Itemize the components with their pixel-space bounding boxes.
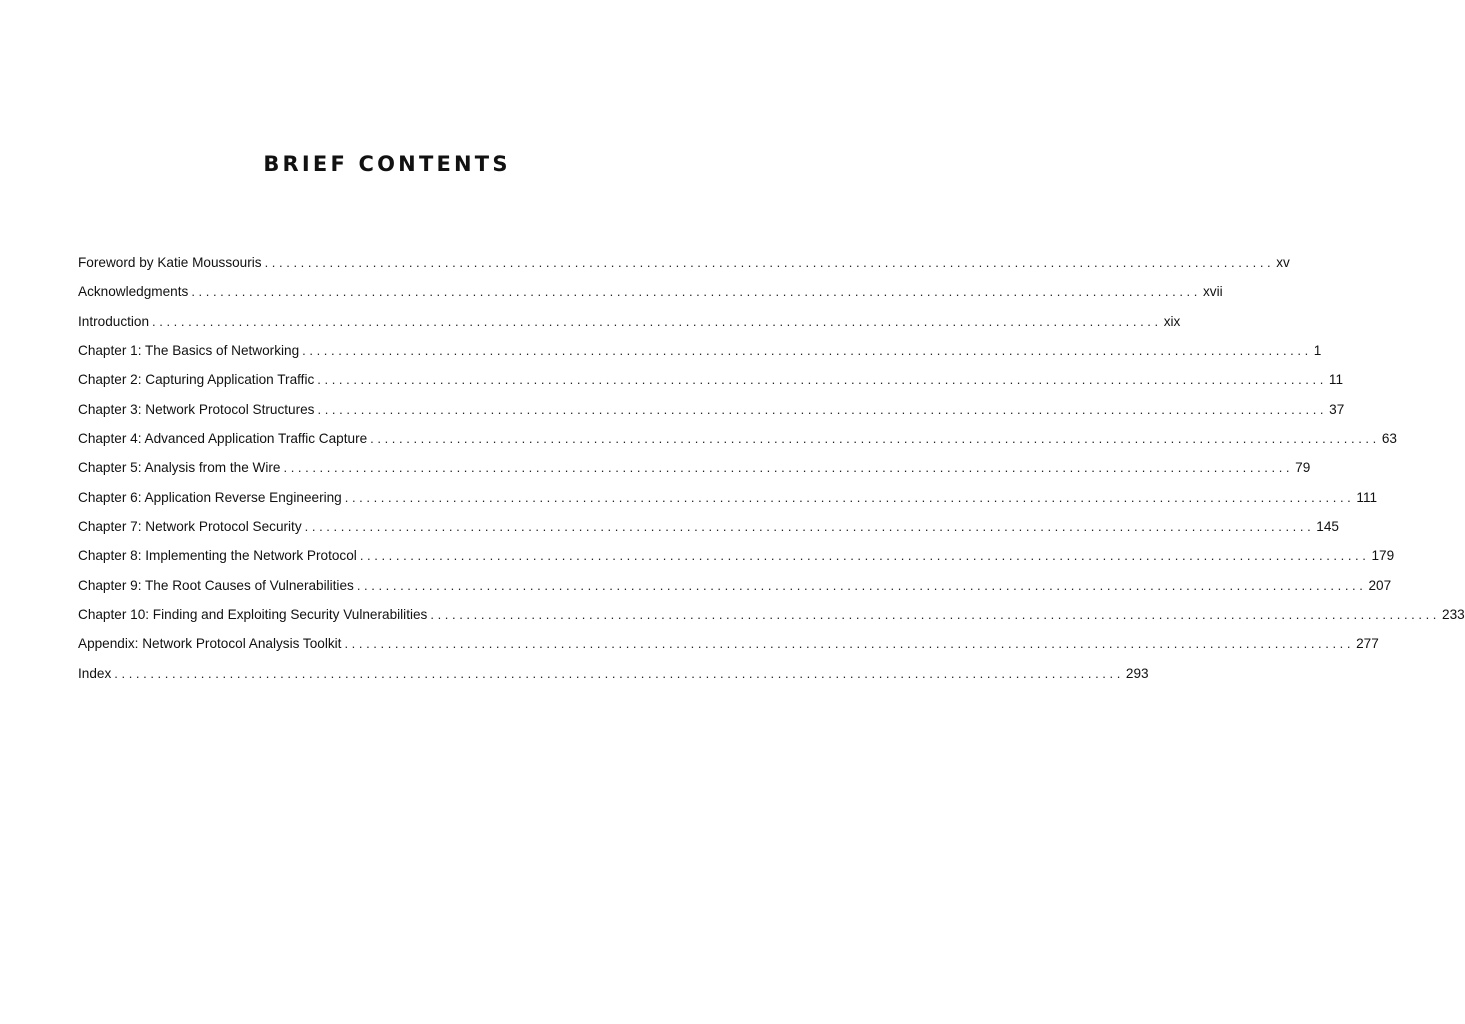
toc-entry-title: Chapter 7: Network Protocol Security xyxy=(78,518,302,534)
dot-leader: ............................................................................................................................................ xyxy=(370,430,1380,446)
toc-entry-title: Acknowledgments xyxy=(78,284,189,300)
toc-entry-page: 79 xyxy=(1295,460,1311,476)
dot-leader: ............................................................................................................................................ xyxy=(302,342,1312,358)
toc-entry-title: Chapter 4: Advanced Application Traffic Capture xyxy=(78,430,368,446)
toc-entry xyxy=(78,453,1311,482)
dot-leader: ............................................................................................................................................ xyxy=(317,401,1328,417)
dot-leader: ............................................................................................................................................ xyxy=(344,489,1355,505)
dot-leader: ............................................................................................................................................ xyxy=(359,548,1370,564)
dot-leader: ............................................................................................................................................ xyxy=(191,284,1201,300)
toc-entry-page: 1 xyxy=(1313,342,1322,358)
toc-entry-page: 63 xyxy=(1381,430,1397,446)
toc-entry xyxy=(78,277,1223,306)
toc-entry xyxy=(78,248,1290,277)
toc-entry xyxy=(78,424,1397,453)
dot-leader: ............................................................................................................................................ xyxy=(283,460,1294,476)
dot-leader: ............................................................................................................................................ xyxy=(430,606,1441,622)
toc-entry-title: Index xyxy=(78,665,112,681)
dot-leader: ............................................................................................................................................ xyxy=(152,313,1162,329)
toc-entry-page: xix xyxy=(1163,313,1181,329)
toc-entry xyxy=(78,395,1345,424)
toc-entry-title: Chapter 1: The Basics of Networking xyxy=(78,342,300,358)
toc-entry xyxy=(78,307,1181,336)
toc-entry-page: 179 xyxy=(1371,548,1395,564)
toc-entry xyxy=(78,659,1149,688)
toc-entry-title: Chapter 8: Implementing the Network Protocol xyxy=(78,548,357,564)
toc-entry-title: Foreword by Katie Moussouris xyxy=(78,255,262,270)
dot-leader: ............................................................................................................................................ xyxy=(344,636,1355,652)
toc-entry-title: Chapter 2: Capturing Application Traffic xyxy=(78,372,315,388)
toc-entry-page: xv xyxy=(1276,255,1290,270)
toc-entry-page: 233 xyxy=(1442,606,1465,622)
toc-entry-title: Introduction xyxy=(78,313,150,329)
toc-entry-title: Appendix: Network Protocol Analysis Toolkit xyxy=(78,636,342,652)
toc-entry-title: Chapter 3: Network Protocol Structures xyxy=(78,401,315,417)
dot-leader: ............................................................................................................................................ xyxy=(304,518,1315,534)
dot-leader: ............................................................................................................................................ xyxy=(356,577,1367,593)
toc-entry-page: 145 xyxy=(1316,518,1339,534)
toc-entry xyxy=(78,600,1465,629)
toc-entry-page: 111 xyxy=(1356,489,1378,505)
table-of-contents xyxy=(78,248,1465,688)
toc-entry-title: Chapter 5: Analysis from the Wire xyxy=(78,460,281,476)
toc-entry-page: 277 xyxy=(1356,636,1379,652)
toc-entry-page: 293 xyxy=(1125,665,1149,681)
dot-leader: ............................................................................................................................................ xyxy=(317,372,1327,388)
dot-leader: ............................................................................................................................................ xyxy=(264,255,1275,270)
page-title: BRIEF CONTENTS xyxy=(263,152,511,176)
toc-entry xyxy=(78,512,1339,541)
toc-entry xyxy=(78,541,1395,570)
toc-entry-page: 37 xyxy=(1329,401,1345,417)
toc-entry-page: 11 xyxy=(1328,372,1344,388)
toc-entry-page: 207 xyxy=(1368,577,1392,593)
toc-entry-title: Chapter 9: The Root Causes of Vulnerabilities xyxy=(78,577,354,593)
toc-entry xyxy=(78,365,1344,394)
toc-entry-page: xvii xyxy=(1202,284,1223,300)
toc-entry xyxy=(78,629,1379,658)
toc-entry-title: Chapter 10: Finding and Exploiting Security Vulnerabilities xyxy=(78,606,428,622)
toc-entry-title: Chapter 6: Application Reverse Engineering xyxy=(78,489,342,505)
toc-entry xyxy=(78,336,1322,365)
toc-entry xyxy=(78,571,1392,600)
toc-entry xyxy=(78,483,1378,512)
dot-leader: ............................................................................................................................................ xyxy=(114,665,1124,681)
